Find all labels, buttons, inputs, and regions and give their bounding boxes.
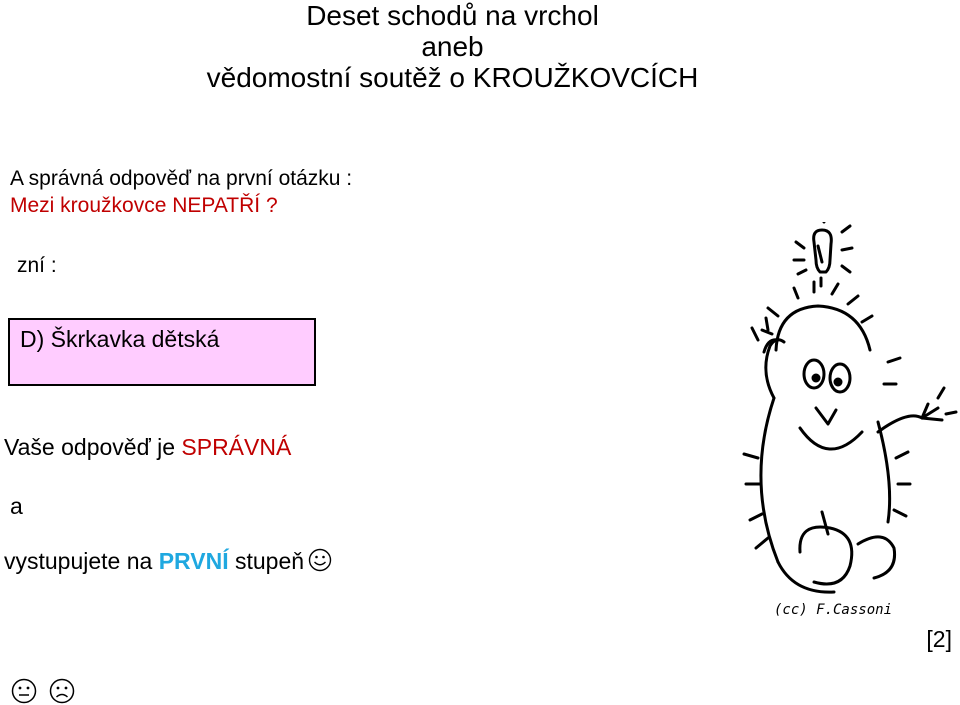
- earthworm-idea-icon: [738, 222, 960, 622]
- question-intro: A správná odpověď na první otázku :: [10, 167, 353, 190]
- emoji-row: [11, 678, 75, 704]
- answer-label: zní :: [17, 254, 57, 277]
- page-title: [0, 0, 905, 93]
- sad-face-icon: [49, 678, 75, 704]
- step-prefix: vystupujete na: [4, 548, 159, 574]
- cartoon-signature: (cc) F.Cassoni: [774, 602, 893, 618]
- footnote-ref: [2]: [926, 626, 952, 652]
- answer-text: D) Škrkavka dětská: [20, 326, 220, 352]
- question-text: Mezi kroužkovce NEPATŘÍ ?: [10, 194, 278, 217]
- title-line-1: Deset schodů na vrchol: [306, 0, 599, 31]
- result-line: [4, 434, 291, 461]
- title-line-3: vědomostní soutěž o KROUŽKOVCÍCH: [206, 62, 699, 93]
- step-highlight: PRVNÍ: [158, 548, 229, 574]
- title-line-2: aneb: [421, 31, 484, 62]
- smiley-icon: [308, 548, 332, 572]
- step-line: [4, 548, 332, 575]
- answer-box: [8, 318, 316, 386]
- result-conjunction: a: [10, 493, 23, 519]
- neutral-face-icon: [11, 678, 37, 704]
- result-verdict: SPRÁVNÁ: [181, 434, 292, 460]
- result-prefix: Vaše odpověď je: [4, 434, 182, 460]
- step-suffix: stupeň: [228, 548, 305, 574]
